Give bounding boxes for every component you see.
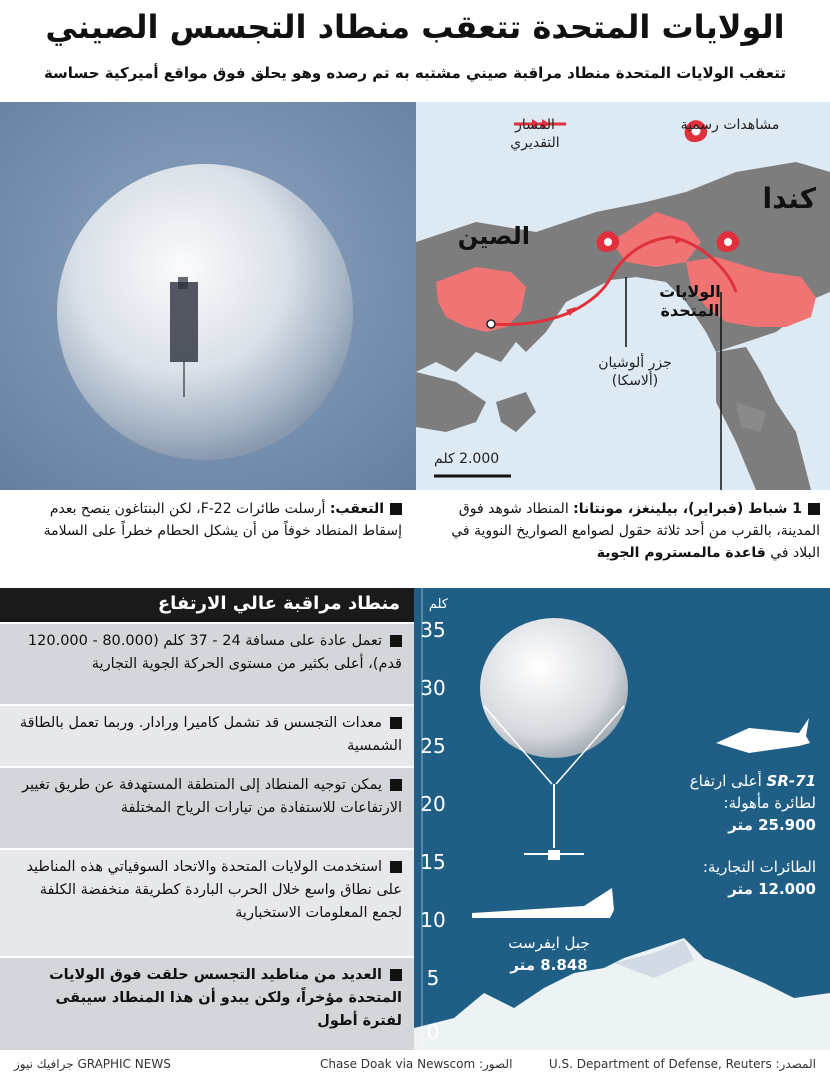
bullet-icon [390,717,402,729]
bullet-icon [390,969,402,981]
bullet-icon [390,635,402,647]
everest-caption [494,932,604,976]
legend-sightings: مشاهدات رسمية [680,117,780,133]
tick-label: 20 [420,792,446,816]
everest-text: جبل ايفرست [508,934,590,952]
scale-label: 2.000 كلم [434,451,500,467]
balloon-photo [0,102,416,490]
bullet-icon [390,503,402,515]
everest-value: 8.848 متر [510,956,588,974]
caption-sighting [424,498,820,564]
bullet-icon [808,503,820,515]
sr71-icon [716,718,810,753]
info-row-text: معدات التجسس قد تشمل كاميرا ورادار. وربما تعمل بالطاقة الشمسية [19,715,402,754]
info-row-text: تعمل عادة على مسافة 24 - 37 كلم (80.000 - 120.000 قدم)، أعلى بكثير من مستوى الحركة الجوية التجارية [27,633,402,672]
tick-label: 10 [420,908,446,932]
altitude-unit: كلم [428,597,448,612]
label-aleutian: جزر ألوشيان (ألاسكا) [598,355,672,390]
tick-label: 25 [420,734,446,758]
balloon-photo-image [0,102,416,490]
photo-credit: الصور: Chase Doak via Newscom [320,1057,513,1071]
caption-sighting-text: المنطاد شوهد فوق المدينة، بالقرب من أحد ثلاثة حقول لصوامع الصواريخ النووية في البلاد في [451,501,820,561]
altitude-chart [414,588,830,1050]
map-graphic [416,102,830,490]
info-row-text: يمكن توجيه المنطاد إلى المنطقة المستهدفة عن طريق تغيير الارتفاعات للاستفادة من تيارات الرياح المختلفة [22,777,402,816]
label-canada: كندا [762,182,816,215]
caption-sighting-label: 1 شباط (فبراير)، بيلينغز، مونتانا: [573,501,802,517]
route-map [416,102,830,490]
bullet-icon [390,779,402,791]
info-row [0,768,414,848]
caption-tracking-label: التعقب: [329,501,384,517]
label-china: الصين [457,222,530,250]
balloon-icon [480,618,628,758]
caption-sighting-bold: قاعدة مالمستروم الجوية [596,545,766,561]
info-row-text: استخدمت الولايات المتحدة والاتحاد السوفياتي هذه المناطيد على نطاق واسع خلال الحرب الباردة كطريقة منخفضة الكلفة لجمع المعلومات الاستخبارية [26,859,402,921]
info-row [0,624,414,704]
info-row-text: العديد من مناطيد التجسس حلقت فوق الولايات المتحدة مؤخراً، ولكن يبدو أن هذا المنطاد سيبقى لفترة أطول [49,967,402,1029]
info-panel [0,588,414,1050]
label-usa: الولايات المتحدة [659,282,721,320]
info-row [0,958,414,1050]
tick-label: 35 [420,618,446,642]
commercial-text: الطائرات التجارية: [702,858,816,876]
page-subtitle: تتعقب الولايات المتحدة منطاد مراقبة صيني مشتبه به تم رصده وهو يحلق فوق مواقع أميركية حساسة [43,64,787,82]
sr71-caption [646,770,816,836]
everest-mountain [414,938,830,1050]
tick-label: 5 [426,966,440,990]
bullet-icon [390,861,402,873]
page-title: الولايات المتحدة تتعقب منطاد التجسس الصيني [45,8,785,46]
airliner-icon [472,888,614,918]
sr71-value: 25.900 متر [728,816,816,834]
caption-tracking [14,498,402,542]
tick-label: 15 [420,850,446,874]
tick-label: 0 [426,1020,440,1044]
info-row [0,706,414,766]
sr71-text: أعلى ارتفاع لطائرة مأهولة: [689,772,816,812]
panel-header: منطاد مراقبة عالي الارتفاع [0,588,414,622]
source-credit: المصدر: U.S. Department of Defense, Reuters [548,1057,816,1071]
sr71-model: SR-71 [766,772,816,790]
commercial-value: 12.000 متر [728,880,816,898]
info-row [0,850,414,956]
brand-credit: GRAPHIC NEWS جرافيك نيوز [14,1057,171,1071]
legend-path: المسار التقديري [510,117,560,152]
commercial-caption [646,856,816,900]
caption-tracking-text: أرسلت طائرات F-22، لكن البنتاغون ينصح بعدم إسقاط المنطاد خوفاً من أن يشكل الحطام خطراً على السلامة [43,501,402,539]
tick-label: 30 [420,676,446,700]
